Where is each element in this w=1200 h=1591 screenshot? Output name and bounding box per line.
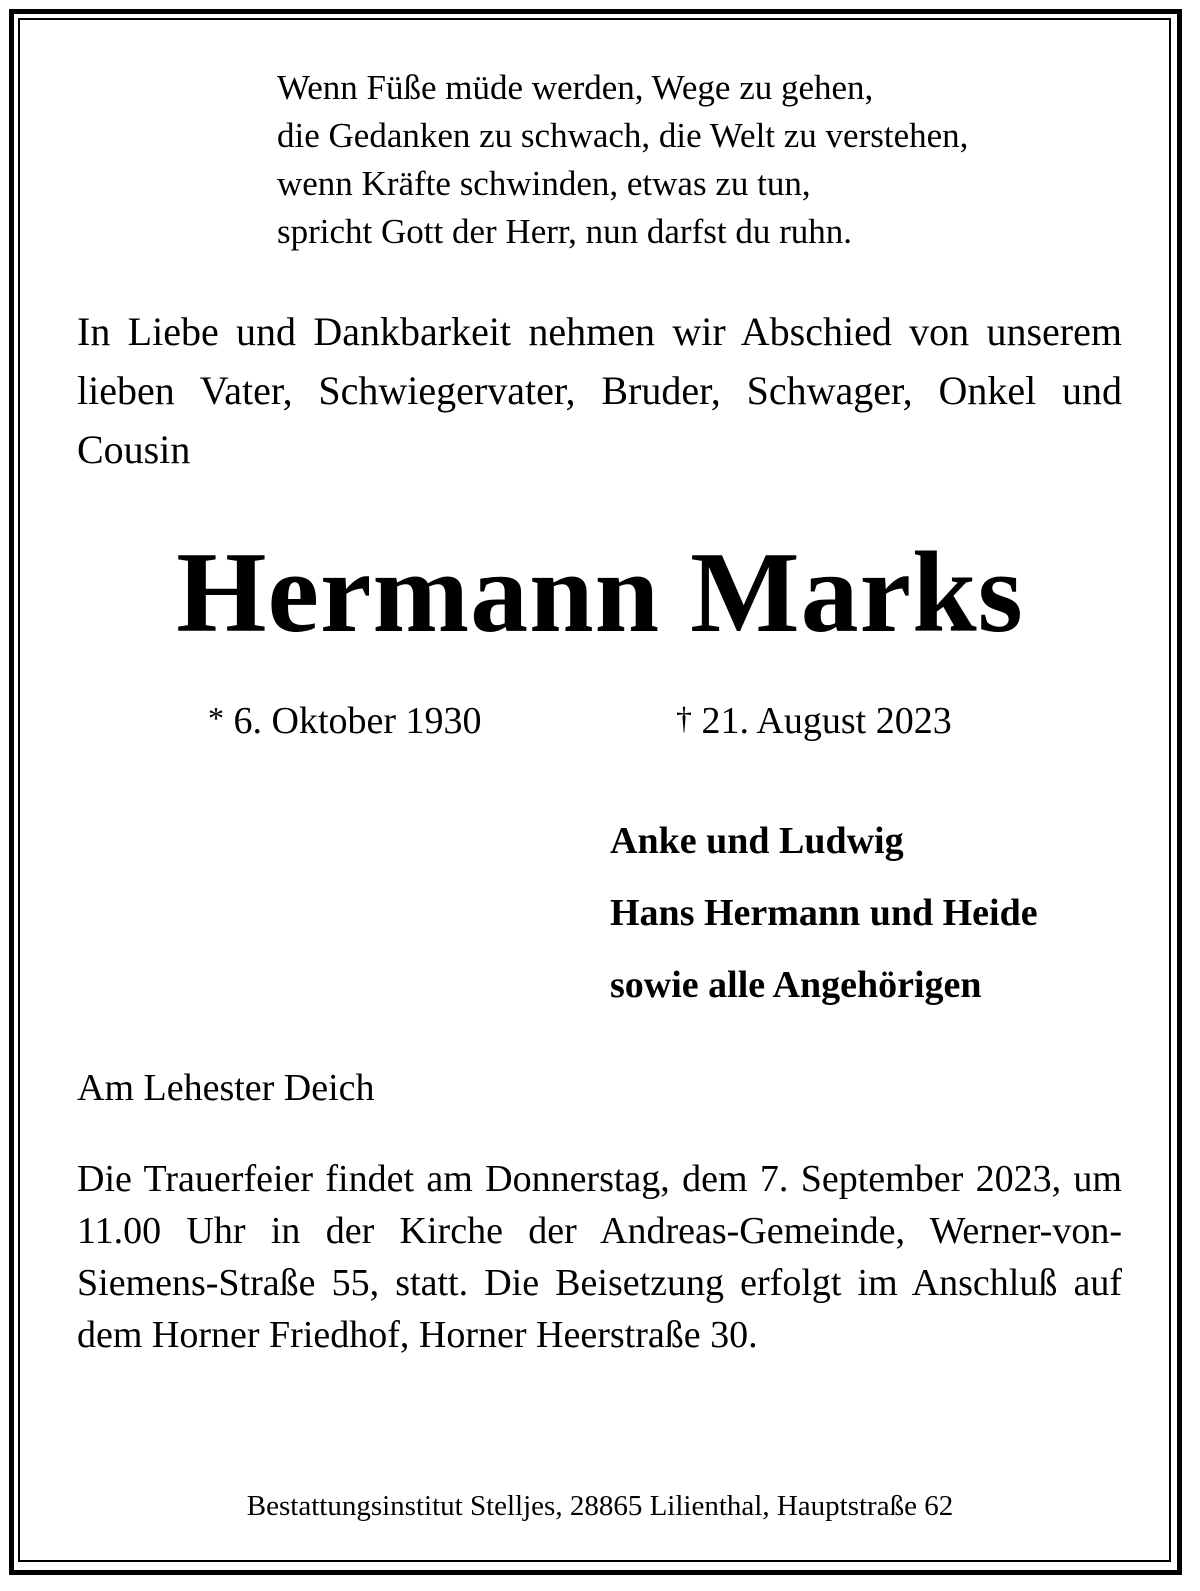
ceremony-text: Die Trauerfeier findet am Donnerstag, dem 7. September 2023, um 11.00 Uhr in der Kirche der Andreas-Gemeinde, Werner-von-Siemens-Straße 55, statt. Die Beisetzung erfolgt im Anschluß auf dem Horner Friedhof, Horner Heerstraße 30. [77, 1158, 1122, 1356]
deceased-name: Hermann Marks [176, 529, 1024, 657]
death-symbol: † [676, 700, 692, 736]
birth-date-line [208, 695, 482, 744]
mourner-line: Hans Hermann und Heide [610, 892, 1038, 934]
mourners [610, 805, 1038, 1021]
poem-line: die Gedanken zu schwach, die Welt zu verstehen, [277, 116, 969, 155]
intro-text: In Liebe und Dankbarkeit nehmen wir Abschied von unserem lieben Vater, Schwiegervater, Bruder, Schwager, Onkel und Cousin [77, 309, 1122, 472]
birth-symbol: * [208, 700, 224, 736]
death-date-line [676, 695, 952, 744]
mourner-line: Anke und Ludwig [610, 820, 904, 862]
family-address: Am Lehester Deich [77, 1067, 375, 1109]
poem [277, 64, 1137, 256]
poem-line: Wenn Füße müde werden, Wege zu gehen, [277, 68, 874, 107]
death-date: 21. August 2023 [701, 700, 952, 742]
birth-date: 6. Oktober 1930 [233, 700, 482, 742]
funeral-home: Bestattungsinstitut Stelljes, 28865 Lilienthal, Hauptstraße 62 [246, 1490, 954, 1522]
poem-line: wenn Kräfte schwinden, etwas zu tun, [277, 164, 811, 203]
poem-line: spricht Gott der Herr, nun darfst du ruhn. [277, 212, 852, 251]
mourner-line: sowie alle Angehörigen [610, 964, 982, 1006]
